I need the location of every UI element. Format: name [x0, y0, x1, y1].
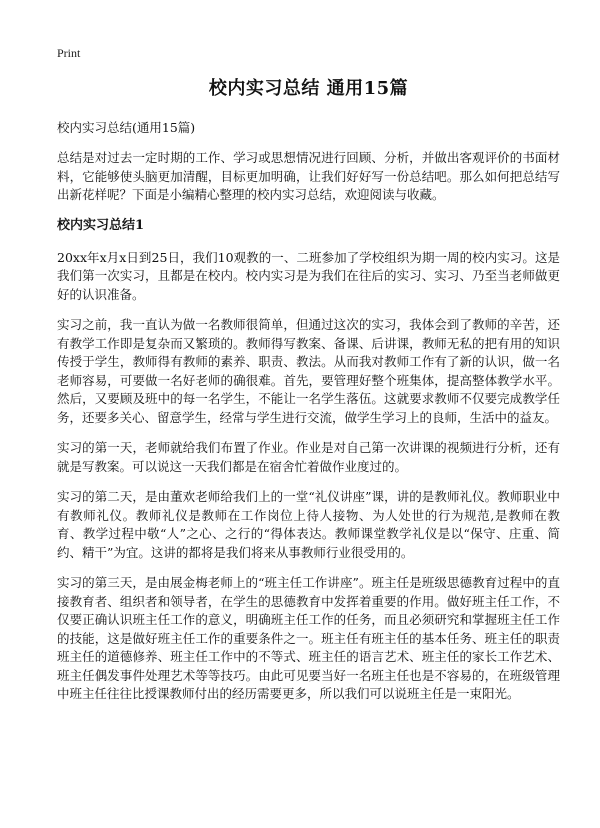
document-title: 校内实习总结 通用15篇 [208, 78, 409, 99]
section-heading: 校内实习总结1 [57, 217, 145, 233]
body-paragraph: 实习的第一天，老师就给我们布置了作业。作业是对自己第一次讲课的视频进行分析，还有就是写教案。可以说这一天我们都是在宿舍忙着做作业度过的。 [57, 440, 560, 474]
body-paragraph: 实习的第三天，是由展金梅老师上的“班主任工作讲座”。班主任是班级思德教育过程中的直接教育者、组织者和领导者，在学生的思德教育中发挥着重要的作用。做好班主任工作，不仅要正确认识班主任工作的意义，明确班主任工作的任务，而且必须研究和掌握班主任工作的技能，这是做好班主任工作的重要条件之一。班主任有班主任的基本任务、班主任的职责班主任的道德修养、班主任工作中的不等式、班主任的语言艺术、班主任的家长工作艺术、班主任偶发事件处理艺术等等技巧。由此可见要当好一名班主任也是不容易的，在班级管理中班主任往往比授课教师付出的经历需要更多，所以我们可以说班主任是一束阳光。 [57, 575, 560, 701]
body-paragraph: 实习之前，我一直认为做一名教师很简单，但通过这次的实习，我体会到了教师的辛苦，还有教学工作即是复杂而又繁琐的。教师得写教案、备课、后讲课，教师无私的把有用的知识传授于学生，教师得有教师的素养、职责、教法。从而我对教师工作有了新的认识，做一名老师容易，可要做一名好老师的确很难。首先，要管理好整个班集体，提高整体教学水平。然后，又要顾及班中的每一名学生，不能让一名学生落伍。这就要求教师不仅要完成教学任务，还要多关心、留意学生，经常与学生进行交流，做学生学习上的良师，生活中的益友。 [57, 317, 560, 425]
document-subtitle: 校内实习总结(通用15篇) [57, 120, 196, 135]
intro-paragraph: 总结是对过去一定时期的工作、学习或思想情况进行回顾、分析，并做出客观评价的书面材料，它能够使头脑更加清醒，目标更加明确，让我们好好写一份总结吧。那么如何把总结写出新花样呢？下面是小编精心整理的校内实习总结，欢迎阅读与收藏。 [57, 150, 560, 202]
document-body [57, 119, 560, 716]
body-paragraph: 20xx年x月x日到25日，我们10观教的一、二班参加了学校组织为期一周的校内实习。这是我们第一次实习，且都是在校内。校内实习是为我们在往后的实习、实习、乃至当老师做更好的认识准备。 [57, 249, 560, 302]
print-link[interactable]: Print [57, 46, 81, 60]
body-paragraph: 实习的第二天，是由董欢老师给我们上的一堂“礼仪讲座”课，讲的是教师礼仪。教师职业中有教师礼仪。教师礼仪是教师在工作岗位上待人接物、为人处世的行为规范,是教师在教育、教学过程中敬“人”之心、之行的“得体表达。教师课堂教学礼仪是以“保守、庄重、简约、精干”为宜。这讲的都将是我们将来从事教师行业很受用的。 [57, 489, 560, 560]
